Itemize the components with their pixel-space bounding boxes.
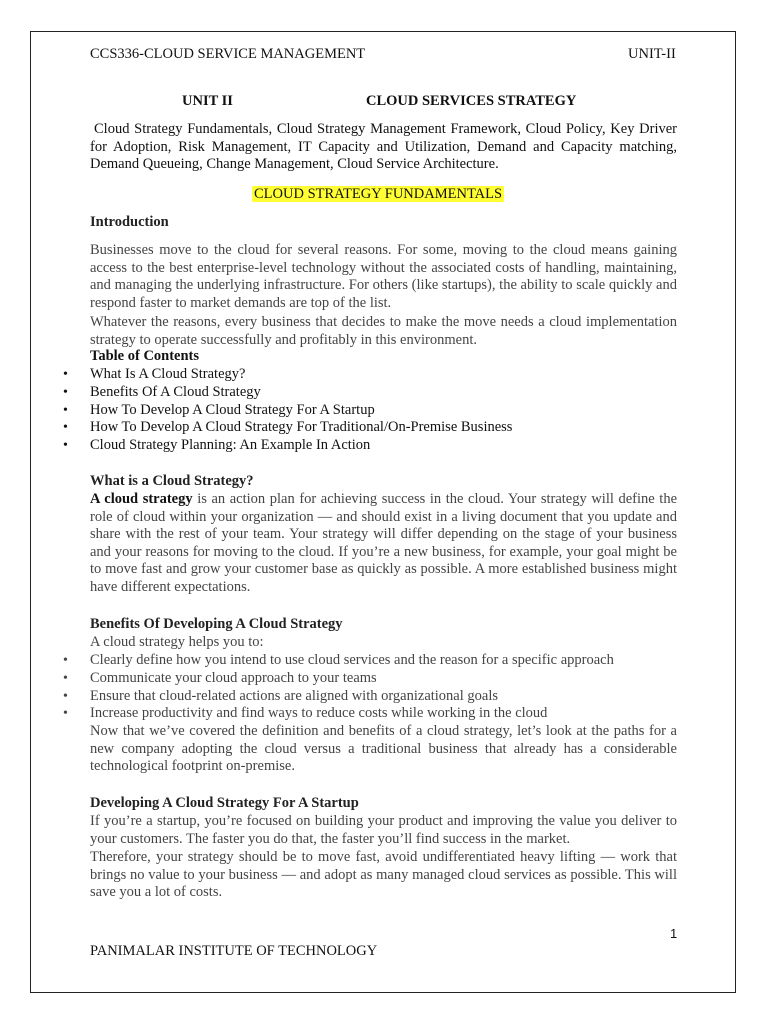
page-number: 1 xyxy=(670,926,678,941)
benefits-heading: Benefits Of Developing A Cloud Strategy xyxy=(90,616,343,632)
intro-heading: Introduction xyxy=(90,214,169,230)
section-title xyxy=(252,186,504,203)
startup-paragraph-1: If you’re a startup, you’re focused on building your product and improving the value you deliver to your customers. The faster you do that, the faster you’ll find success in the market. xyxy=(90,813,677,847)
syllabus-text: Cloud Strategy Fundamentals, Cloud Strategy Management Framework, Cloud Policy, Key Driver for Adoption, Risk Management, IT Capacity and Utilization, Demand and Capacity matching, Demand Queueing, Change Management, Cloud Service Architecture. xyxy=(90,121,677,173)
unit-title: UNIT II xyxy=(182,93,233,109)
benefit-item: • Communicate your cloud approach to your teams xyxy=(63,670,677,688)
startup-heading: Developing A Cloud Strategy For A Startup xyxy=(90,795,359,811)
institute-footer: PANIMALAR INSTITUTE OF TECHNOLOGY xyxy=(90,943,378,959)
toc-item: • Cloud Strategy Planning: An Example In Action xyxy=(63,437,677,455)
toc-item: • How To Develop A Cloud Strategy For Traditional/On-Premise Business xyxy=(63,419,677,437)
what-is-paragraph xyxy=(90,491,677,597)
benefit-item: • Ensure that cloud-related actions are aligned with organizational goals xyxy=(63,688,677,706)
startup-paragraph-2: Therefore, your strategy should be to move fast, avoid undifferentiated heavy lifting — work that brings no value to your business — and adopt as many managed cloud services as possible. This will save you a lot of costs. xyxy=(90,849,677,901)
what-is-body: is an action plan for achieving success in the cloud. Your strategy will define the role of cloud within your organization — and should exist in a living document that you update and share with the rest of your team. Your strategy will differ depending on the stage of your business and your reasons for moving to the cloud. If you’re a new business, for example, your goal might be to move fast and grow your customer base as quickly as possible. A more established business might have different expectations. xyxy=(90,491,677,595)
toc-item: • How To Develop A Cloud Strategy For A Startup xyxy=(63,402,677,420)
benefits-list xyxy=(63,652,677,723)
benefit-item: • Clearly define how you intend to use cloud services and the reason for a specific approach xyxy=(63,652,677,670)
toc-item: • What Is A Cloud Strategy? xyxy=(63,366,677,384)
benefits-intro: A cloud strategy helps you to: xyxy=(90,634,264,650)
benefit-item: • Increase productivity and find ways to reduce costs while working in the cloud xyxy=(63,705,677,723)
toc-list xyxy=(63,366,677,455)
unit-header: UNIT-II xyxy=(628,46,676,62)
what-is-lead: A cloud strategy xyxy=(90,491,193,507)
toc-item: • Benefits Of A Cloud Strategy xyxy=(63,384,677,402)
intro-paragraph-2: Whatever the reasons, every business that decides to make the move needs a cloud implementation strategy to operate successfully and profitably in this environment. xyxy=(90,314,677,348)
topic-title: CLOUD SERVICES STRATEGY xyxy=(366,93,577,109)
benefits-outro: Now that we’ve covered the definition and benefits of a cloud strategy, let’s look at the paths for a new company adopting the cloud versus a traditional business that already has a considerable technological footprint on-premise. xyxy=(90,723,677,775)
course-header: CCS336-CLOUD SERVICE MANAGEMENT xyxy=(90,46,366,62)
intro-paragraph-1: Businesses move to the cloud for several reasons. For some, moving to the cloud means gaining access to the best enterprise-level technology without the associated costs of handling, maintaining, and managing the underlying infrastructure. For others (like startups), the ability to scale quickly and respond faster to market demands are top of the list. xyxy=(90,242,677,311)
section-title-highlight: CLOUD STRATEGY FUNDAMENTALS xyxy=(254,186,503,202)
what-is-heading: What is a Cloud Strategy? xyxy=(90,473,254,489)
toc-heading: Table of Contents xyxy=(90,348,200,364)
